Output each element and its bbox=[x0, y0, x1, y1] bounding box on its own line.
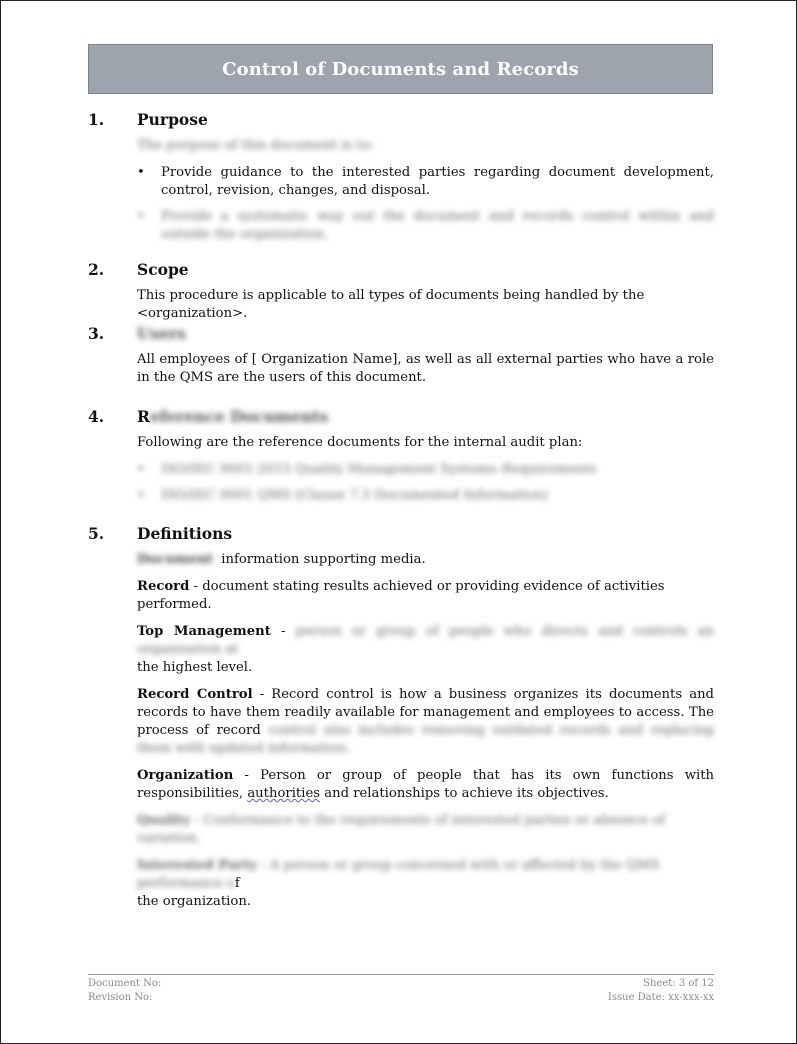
definition-record-control: Record Control - Record control is how a business organizes its documents and records to have them readily available for management and employees to access. The process of record control also includes removing outdated records and replacing them with updated information. bbox=[137, 687, 715, 756]
reference-list bbox=[137, 461, 714, 505]
footer-right bbox=[608, 977, 714, 1005]
section-number: 3. bbox=[88, 324, 105, 343]
section-title: Definitions bbox=[137, 524, 233, 543]
definition-interested-party: Interested Party - A person or group concerned with or affected by the QMS performance of the organization. bbox=[137, 858, 660, 909]
section-number: 2. bbox=[88, 260, 105, 279]
page-footer bbox=[88, 974, 714, 1005]
section-number: 4. bbox=[88, 407, 105, 426]
section-title: Scope bbox=[137, 260, 189, 279]
list-item: • Provide a systematic way out the document and records control within and outside the organization. bbox=[137, 209, 714, 242]
section-purpose bbox=[88, 111, 714, 261]
list-item: • Provide guidance to the interested parties regarding document development, control, revision, changes, and disposal. bbox=[137, 165, 714, 198]
definition-document: Document information supporting media. bbox=[137, 552, 426, 567]
section-heading bbox=[88, 261, 714, 279]
spellcheck-underline: authorities bbox=[247, 786, 321, 801]
document-body bbox=[88, 111, 714, 920]
footer-left bbox=[88, 977, 161, 1005]
revision-number: Revision No: bbox=[88, 992, 153, 1003]
purpose-list bbox=[137, 164, 714, 244]
purpose-intro: The purpose of this document is to: bbox=[137, 138, 375, 153]
section-number: 1. bbox=[88, 110, 105, 129]
section-number: 5. bbox=[88, 524, 105, 543]
list-item: • ISO/IEC 9001:2015 Quality Management Systems–Requirements bbox=[137, 462, 597, 477]
document-number: Document No: bbox=[88, 978, 162, 989]
reference-intro: Following are the reference documents for the internal audit plan: bbox=[137, 435, 583, 450]
definition-record: Record - document stating results achieved or providing evidence of activities performed. bbox=[137, 579, 665, 612]
scope-text: This procedure is applicable to all types of documents being handled by the <organization>. bbox=[137, 288, 645, 321]
section-heading bbox=[88, 325, 714, 343]
section-users bbox=[88, 325, 714, 408]
definition-top-management: Top Management - person or group of people who directs and controls an organization at the highest level. bbox=[137, 624, 714, 675]
issue-date: Issue Date: xx-xxx-xx bbox=[607, 992, 714, 1003]
section-title: Users bbox=[137, 324, 186, 343]
section-reference bbox=[88, 408, 714, 525]
section-heading bbox=[88, 408, 714, 426]
sheet-number: Sheet: 3 of 12 bbox=[643, 978, 714, 989]
section-heading bbox=[88, 525, 714, 543]
section-heading bbox=[88, 111, 714, 129]
section-title: Reference Documents bbox=[137, 407, 329, 426]
section-title: Purpose bbox=[137, 110, 208, 129]
document-title: Control of Documents and Records bbox=[88, 44, 713, 94]
list-item: • ISO/IEC 9001 QMS (Clause 7.5 Documented Information) bbox=[137, 488, 548, 503]
definition-quality: Quality - Conformance to the requirements of interested parties or absence of variation. bbox=[137, 813, 666, 846]
definition-organization: Organization - Person or group of people that has its own functions with responsibilities, authorities and relationships to achieve its objectives. bbox=[137, 768, 714, 801]
section-definitions bbox=[88, 525, 714, 911]
section-scope bbox=[88, 261, 714, 325]
users-text: All employees of [ Organization Name], as well as all external parties who have a role in the QMS are the users of this document. bbox=[137, 352, 714, 385]
